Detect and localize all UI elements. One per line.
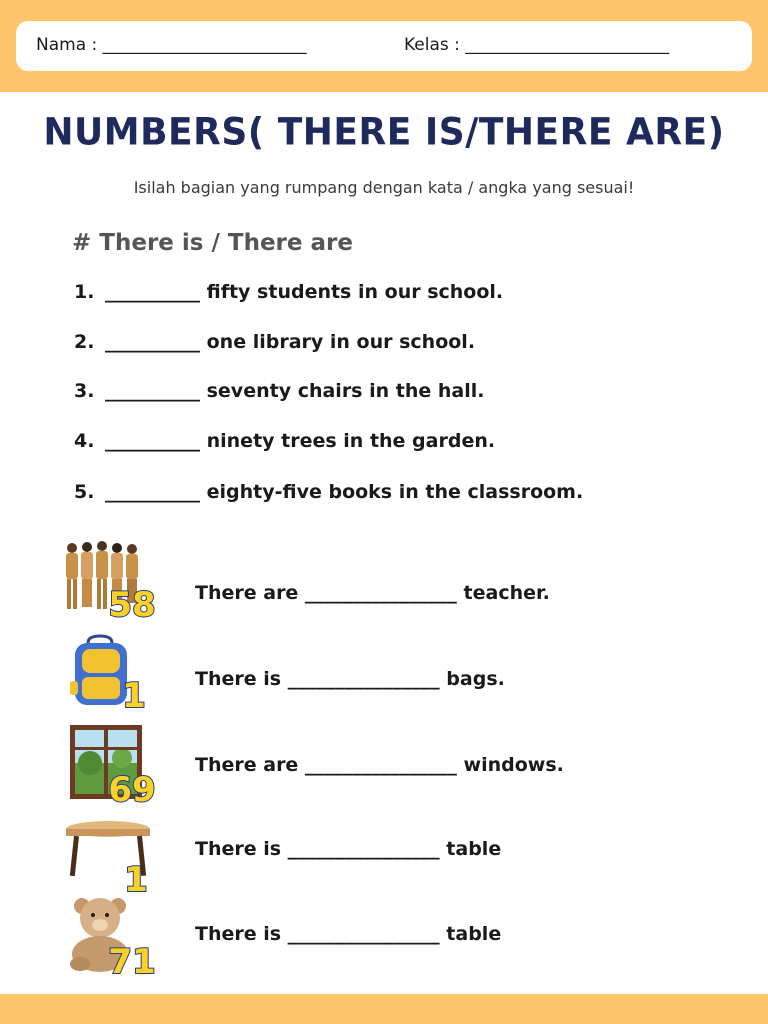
question-text[interactable]: __________ one library in our school. [105, 331, 476, 353]
number-badge: 1 [122, 676, 146, 713]
section-title: # There is / There are [72, 230, 353, 256]
question-2 [74, 331, 475, 353]
kelas-field[interactable]: Kelas : ________________________ [404, 35, 670, 55]
question-text[interactable]: __________ fifty students in our school. [105, 281, 504, 303]
question-number: 1. [74, 281, 95, 303]
instruction-text: Isilah bagian yang rumpang dengan kata / angka yang sesuai! [133, 178, 635, 197]
question-1 [74, 281, 503, 303]
question-text[interactable]: __________ eighty-five books in the classroom. [105, 481, 584, 503]
number-badge: 71 [108, 942, 156, 974]
sentence-4[interactable]: There is ________________ table [195, 838, 502, 860]
number-badge: 58 [108, 585, 156, 618]
question-number: 5. [74, 481, 95, 503]
sentence-1[interactable]: There are ________________ teacher. [195, 582, 550, 604]
question-number: 3. [74, 380, 95, 402]
sentence-3[interactable]: There are ________________ windows. [195, 754, 564, 776]
page-title: NUMBERS( THERE IS/THERE ARE) [43, 110, 725, 155]
backpack-icon [60, 633, 160, 713]
question-number: 4. [74, 430, 95, 452]
question-text[interactable]: __________ seventy chairs in the hall. [105, 380, 485, 402]
number-badge: 1 [124, 860, 148, 895]
bottom-band [0, 994, 768, 1024]
sentence-5[interactable]: There is ________________ table [195, 923, 502, 945]
question-number: 2. [74, 331, 95, 353]
nama-field[interactable]: Nama : ________________________ [36, 35, 307, 55]
teddy-bear-icon [60, 894, 160, 974]
question-4 [74, 430, 495, 452]
question-5 [74, 481, 583, 503]
table-icon [60, 815, 160, 895]
name-class-bar [16, 21, 752, 71]
number-badge: 69 [108, 770, 156, 803]
question-3 [74, 380, 484, 402]
teachers-icon [60, 538, 160, 618]
sentence-2[interactable]: There is ________________ bags. [195, 668, 505, 690]
question-text[interactable]: __________ ninety trees in the garden. [105, 430, 496, 452]
window-icon [60, 723, 160, 803]
